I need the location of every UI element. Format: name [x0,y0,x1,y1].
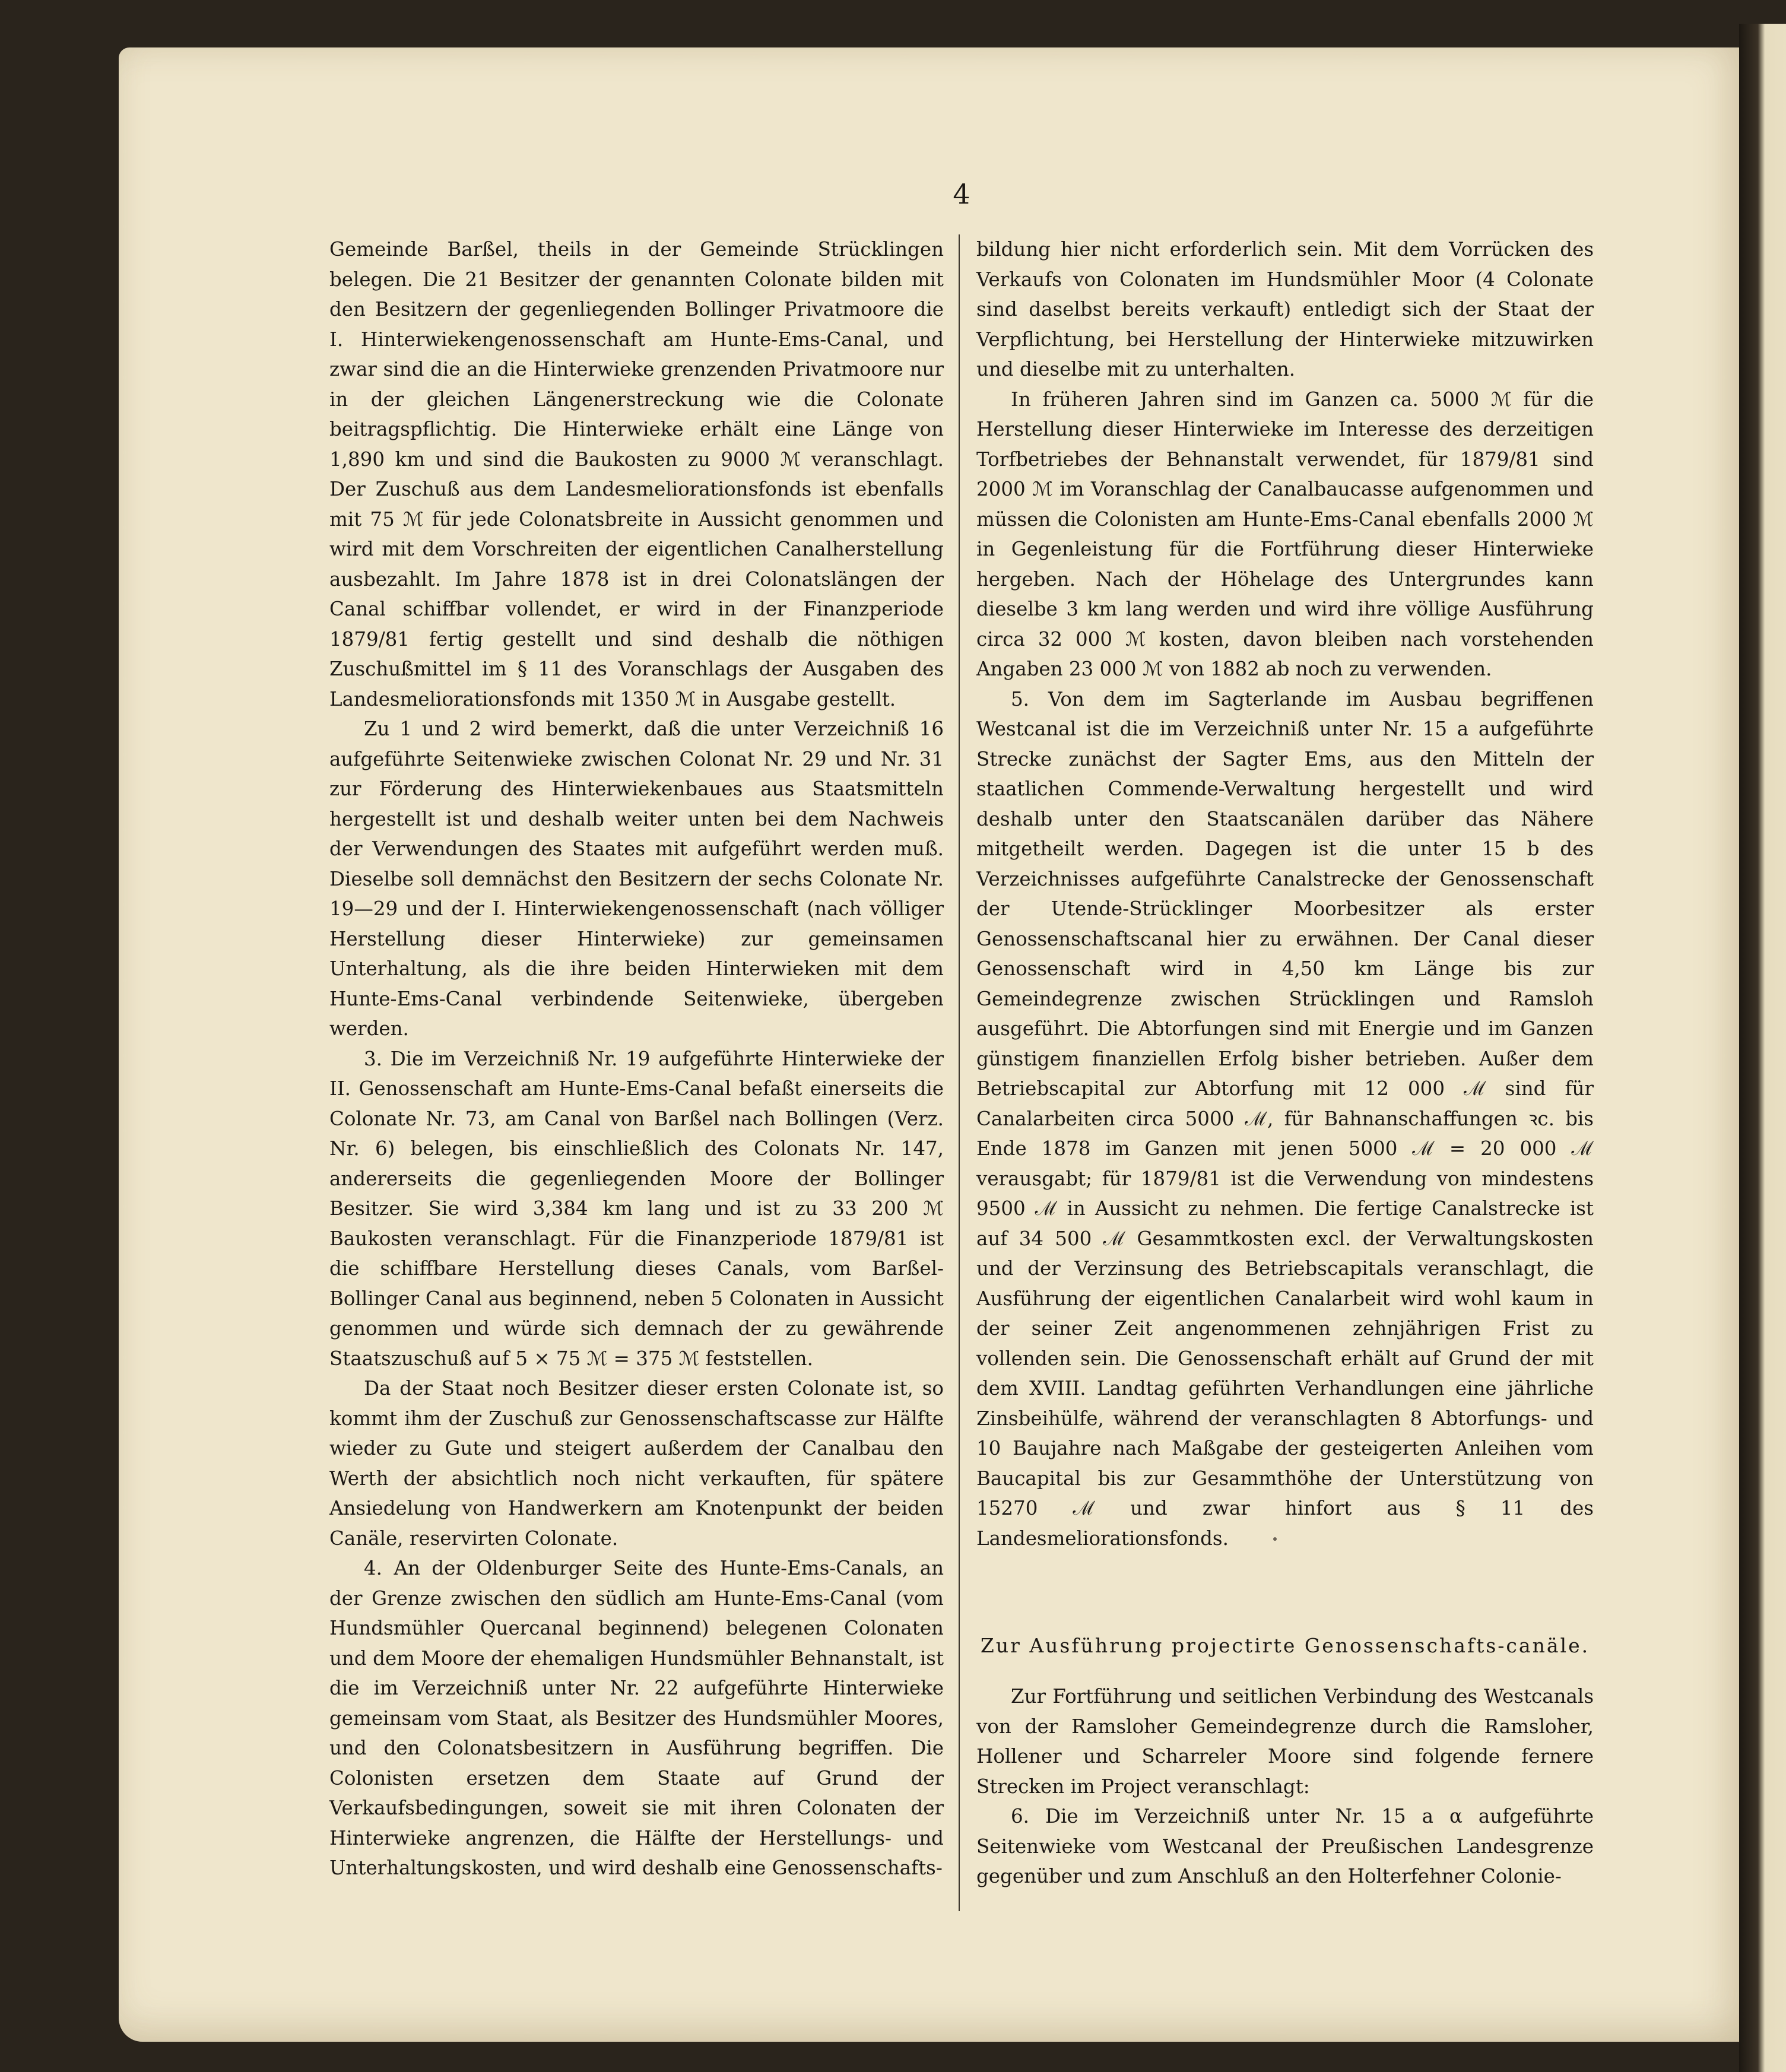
paragraph: 4. An der Oldenburger Seite des Hunte-Ems-Canals, an der Grenze zwischen den südlich am Hunte-Ems-Canal (vom Hundsmühler Quercanal beginnend) belegenen Colonaten und dem Moore der ehemaligen Hundsmühler Behnanstalt, ist die im Verzeichniß unter Nr. 22 aufgeführte Hinterwieke gemeinsam vom Staat, als Besitzer des Hundsmühler Moores, und den Colonatsbesitzern in Ausführung begriffen. Die Colonisten ersetzen dem Staate auf Grund der Verkaufsbedingungen, soweit sie mit ihren Colonaten der Hinterwieke angrenzen, die Hälfte der Herstellungs- und Unterhaltungskosten, und wird deshalb eine Genossenschafts- [329,1557,944,1879]
paragraph: Zu 1 und 2 wird bemerkt, daß die unter Verzeichniß 16 aufgeführte Seitenwieke zwischen Colonat Nr. 29 und Nr. 31 zur Förderung des Hinterwiekenbaues aus Staatsmitteln hergestellt ist und deshalb weiter unten bei dem Nachweis der Verwendungen des Staates mit aufgeführt werden muß. Dieselbe soll demnächst den Besitzern der sechs Colonate Nr. 19—29 und der I. Hinterwiekengenossenschaft (nach völliger Herstellung dieser Hinterwieke) zur gemeinsamen Unterhaltung, als die ihre beiden Hinterwieken mit dem Hunte-Ems-Canal verbindende Seitenwieke, übergeben werden. [329,718,944,1040]
paragraph: 6. Die im Verzeichniß unter Nr. 15 a α aufgeführte Seitenwieke vom Westcanal der Preußischen Landesgrenze gegenüber und zum Anschluß an den Holterfehner Colonie- [976,1805,1594,1887]
paragraph: Zur Fortführung und seitlichen Verbindung des Westcanals von der Ramsloher Gemeindegrenze durch die Ramsloher, Hollener und Scharreler Moore sind folgende fernere Strecken im Project veranschlagt: [976,1685,1594,1798]
book-spine [1739,24,1786,2072]
paragraph: 5. Von dem im Sagterlande im Ausbau begriffenen Westcanal ist die im Verzeichniß unter Nr. 15 a aufgeführte Strecke zunächst der Sagter Ems, aus den Mitteln der staatlichen Commende-Verwaltung hergestellt und wird deshalb unter den Staatscanälen darüber das Nähere mitgetheilt werden. Dagegen ist die unter 15 b des Verzeichnisses aufgeführte Canalstrecke der Genossenschaft der Utende-Strücklinger Moorbesitzer als erster Genossenschaftscanal hier zu erwähnen. Der Canal dieser Genossenschaft wird in 4,50 km Länge bis zur Gemeindegrenze zwischen Strücklingen und Ramsloh ausgeführt. Die Abtorfungen sind mit Energie und im Ganzen günstigem finanziellen Erfolg bisher betrieben. Außer dem Betriebscapital zur Abtorfung mit 12 000 ℳ sind für Canalarbeiten circa 5000 ℳ, für Bahnanschaffungen ꝛc. bis Ende 1878 im Ganzen mit jenen 5000 ℳ = 20 000 ℳ verausgabt; für 1879/81 ist die Verwendung von mindestens 9500 ℳ in Aussicht zu nehmen. Die fertige Canalstrecke ist auf 34 500 ℳ Gesammtkosten excl. der Verwaltungskosten und der Verzinsung des Betriebscapitals veranschlagt, die Ausführung der eigentlichen Canalarbeit wird wohl kaum in der seiner Zeit angenommenen zehnjährigen Frist zu vollenden sein. Die Genossenschaft erhält auf Grund der mit dem XVIII. Landtag geführten Verhandlungen eine jährliche Zinsbeihülfe, während der veranschlagten 8 Abtorfungs- und 10 Baujahre nach Maßgabe der gesteigerten Anleihen vom Baucapital bis zur Gesammthöhe der Unterstützung von 15270 ℳ und zwar hinfort aus § 11 des Landesmeliorationsfonds. [976,687,1594,1550]
left-text-column [329,234,944,1883]
paragraph: Gemeinde Barßel, theils in der Gemeinde Strücklingen belegen. Die 21 Besitzer der genannten Colonate bilden mit den Besitzern der gegenliegenden Bollinger Privatmoore die I. Hinterwiekengenossenschaft am Hunte-Ems-Canal, und zwar sind die an die Hinterwieke grenzenden Privatmoore nur in der gleichen Längenerstreckung wie die Colonate beitragspflichtig. Die Hinterwieke erhält eine Länge von 1,890 km und sind die Baukosten zu 9000 ℳ veranschlagt. Der Zuschuß aus dem Landesmeliorationsfonds ist ebenfalls mit 75 ℳ für jede Colonatsbreite in Aussicht genommen und wird mit dem Vorschreiten der eigentlichen Canalherstellung ausbezahlt. Im Jahre 1878 ist in drei Colonatslängen der Canal schiffbar vollendet, er wird in der Finanzperiode 1879/81 fertig gestellt und sind deshalb die nöthigen Zuschußmittel im § 11 des Voranschlags der Ausgaben des Landesmeliorationsfonds mit 1350 ℳ in Ausgabe gestellt. [329,238,944,710]
page-number: 4 [953,178,970,210]
paragraph: Da der Staat noch Besitzer dieser ersten Colonate ist, so kommt ihm der Zuschuß zur Genossenschaftscasse zur Hälfte wieder zu Gute und steigert außerdem der Canalbau den Werth der absichtlich noch nicht verkauften, für spätere Ansiedelung von Handwerkern am Knotenpunkt der beiden Canäle, reservirten Colonate. [329,1377,944,1550]
column-divider [959,234,960,1911]
section-heading: Zur Ausführung projectirte Genossenschafts-canäle. [980,1634,1590,1657]
right-text-column [976,234,1594,1892]
paragraph: bildung hier nicht erforderlich sein. Mit dem Vorrücken des Verkaufs von Colonaten im Hundsmühler Moor (4 Colonate sind daselbst bereits verkauft) entledigt sich der Staat der Verpflichtung, bei Herstellung der Hinterwieke mitzuwirken und dieselbe mit zu unterhalten. [976,238,1594,380]
ink-dot [1273,1537,1277,1541]
paragraph: In früheren Jahren sind im Ganzen ca. 5000 ℳ für die Herstellung dieser Hinterwieke im Interesse des derzeitigen Torfbetriebes der Behnanstalt verwendet, für 1879/81 sind 2000 ℳ im Voranschlag der Canalbaucasse aufgenommen und müssen die Colonisten am Hunte-Ems-Canal ebenfalls 2000 ℳ in Gegenleistung für die Fortführung dieser Hinterwieke hergeben. Nach der Höhelage des Untergrundes kann dieselbe 3 km lang werden und wird ihre völlige Ausführung circa 32 000 ℳ kosten, davon bleiben nach vorstehenden Angaben 23 000 ℳ von 1882 ab noch zu verwenden. [976,388,1594,680]
paragraph: 3. Die im Verzeichniß Nr. 19 aufgeführte Hinterwieke der II. Genossenschaft am Hunte-Ems-Canal befaßt einerseits die Colonate Nr. 73, am Canal von Barßel nach Bollingen (Verz. Nr. 6) belegen, bis einschließlich des Colonats Nr. 147, andererseits die gegenliegenden Moore der Bollinger Besitzer. Sie wird 3,384 km lang und ist zu 33 200 ℳ Baukosten veranschlagt. Für die Finanzperiode 1879/81 ist die schiffbare Herstellung dieses Canals, vom Barßel-Bollinger Canal aus beginnend, neben 5 Colonaten in Aussicht genommen und würde sich demnach der zu gewährende Staatszuschuß auf 5 × 75 ℳ = 375 ℳ feststellen. [329,1047,944,1370]
